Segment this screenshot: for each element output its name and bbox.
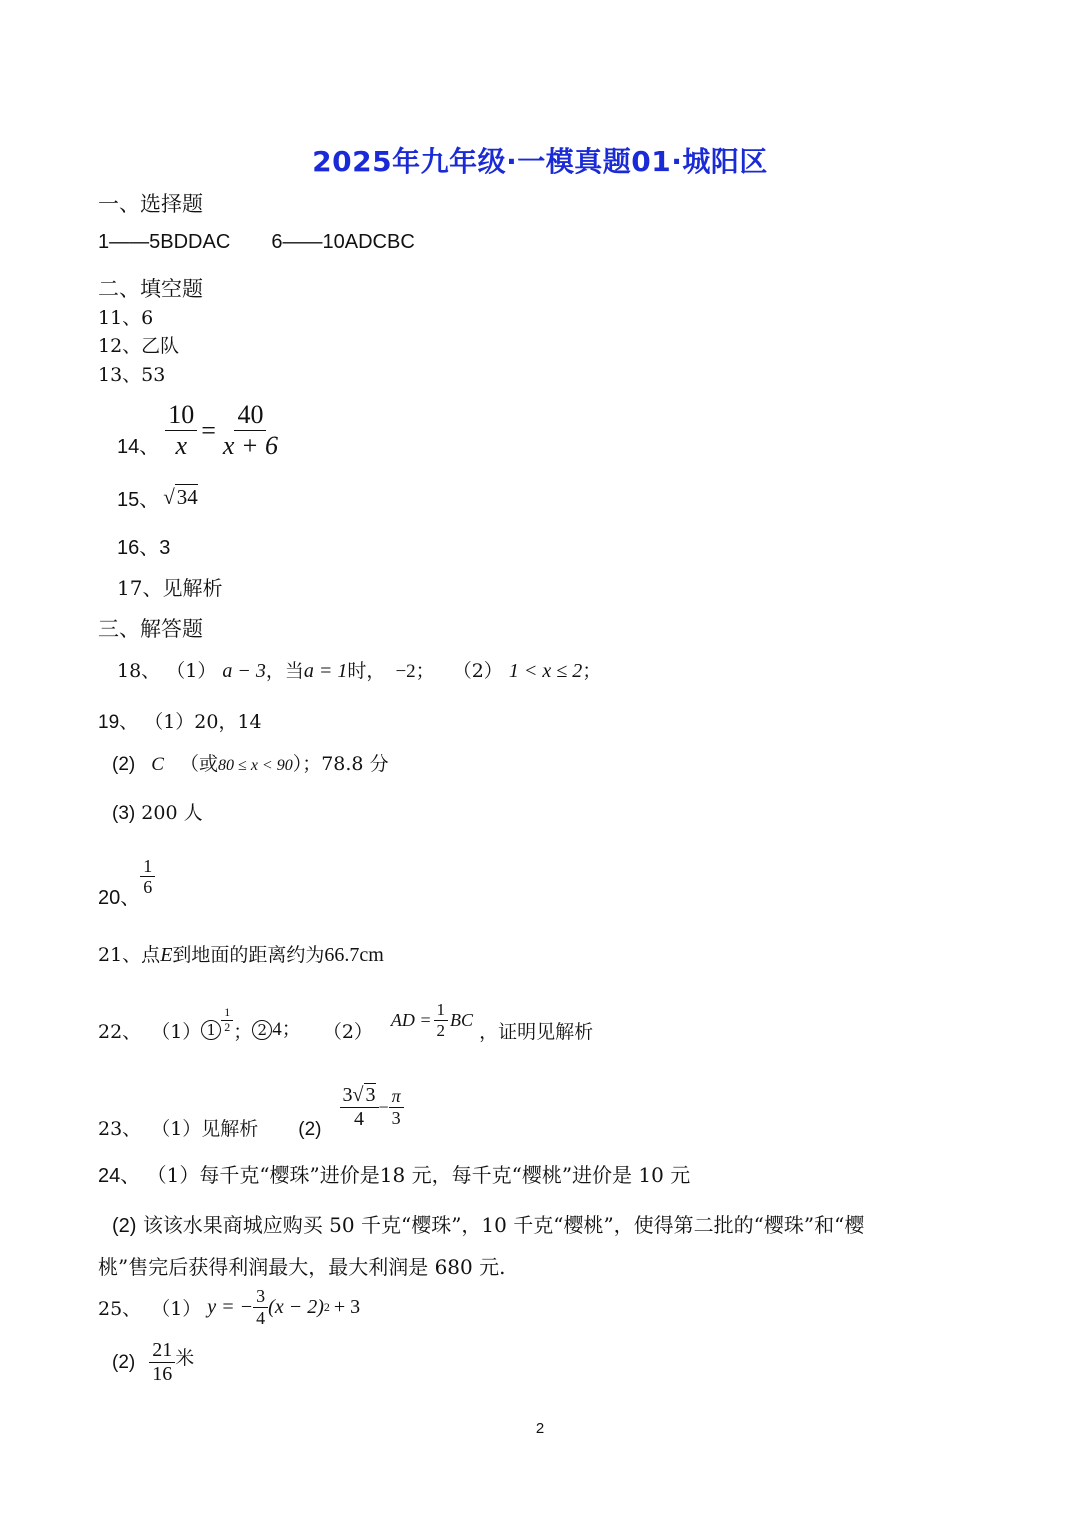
answer-20: 20、 $\frac{1}{6}$ (98, 852, 155, 912)
answer-13: 13、53 (98, 364, 166, 386)
answer-11: 11、6 (98, 307, 154, 329)
choice-answers (98, 231, 415, 254)
answer-18: 18、 （1） a − 3，当a = 1时， −2； （2） 1 < x ≤ 2； (117, 660, 602, 682)
answer-23: 23、 （1）见解析 (2) $\frac{3√ 3}{4}$ − $\frac{\pi}{3}$ (98, 1080, 404, 1145)
fraction-1-over-6: $\frac{1}{6}$ (140, 856, 155, 898)
answer-17: 17、见解析 (117, 576, 223, 600)
section-heading-choice: 一、选择题 (98, 192, 203, 216)
choice-answers-1-5: 1——5BDDAC (98, 231, 231, 253)
answer-12: 12、乙队 (98, 335, 180, 357)
answer-14: 14、 $\frac{10}{x}$ = $\frac{40}{x + 6}$ (117, 393, 281, 463)
answer-25-part2: (2) $\frac{21}{16}$ 米 (112, 1339, 195, 1385)
fraction-21-over-16: $\frac{21}{16}$ (149, 1339, 175, 1386)
section-heading-fill: 二、填空题 (98, 277, 203, 301)
formula-ad-half-bc: AD = $\frac{1}{2}$ BC (390, 999, 474, 1040)
sqrt-34: √34 (163, 485, 198, 509)
answer-25-part1: 25、 （1） y = − $\frac{3}{4}$ (x − 2) 2 + 3 (98, 1286, 361, 1328)
answer-14-label: 14、 (117, 436, 160, 458)
fraction-one-half-small: $\frac{1}{2}$ (221, 1006, 233, 1035)
answer-22: 22、 （1） 1 $\frac{1}{2}$ ； 2 4； （2） AD = $\frac{1}{2}$ BC ，证明见解析 (98, 999, 594, 1043)
circled-number-1: 1 (201, 1020, 221, 1040)
answer-19-part2: (2) C （或80 ≤ x < 90）；78.8 分 (112, 753, 389, 775)
answer-24-part1: 24、 （1）每千克“樱珠”进价是18 元，每千克“樱桃”进价是 10 元 (98, 1163, 691, 1187)
answer-16: 16、3 (117, 537, 171, 559)
answer-21: 21、点E到地面的距离约为66.7cm (98, 944, 384, 966)
fraction-10-over-x: $\frac{10}{x}$ (165, 400, 197, 461)
circled-number-2: 2 (252, 1020, 272, 1040)
choice-answers-6-10: 6——10ADCBC (271, 231, 415, 253)
answer-24-part2-line2: 桃”售完后获得利润最大，最大利润是 680 元. (98, 1255, 506, 1279)
answer-15: 15、 √34 (117, 485, 198, 511)
fraction-40-over-x-plus-6: $\frac{40}{x + 6}$ (222, 400, 279, 461)
page-title: 2025年九年级·一模真题01·城阳区 (312, 145, 768, 178)
page-number: 2 (535, 1420, 545, 1437)
answer-19-part1: 19、 （1）20，14 (98, 711, 262, 733)
section-heading-solve: 三、解答题 (98, 617, 203, 641)
answer-24-part2-line1: (2) 该该水果商城应购买 50 千克“樱珠”，10 千克“樱桃”，使得第二批的“樱珠”和“樱 (112, 1213, 865, 1237)
formula-3sqrt3-over-4-minus-pi-over-3: $\frac{3√ 3}{4}$ − $\frac{\pi}{3}$ (340, 1084, 404, 1131)
answer-19-part3: (3) 200 人 (112, 802, 203, 824)
